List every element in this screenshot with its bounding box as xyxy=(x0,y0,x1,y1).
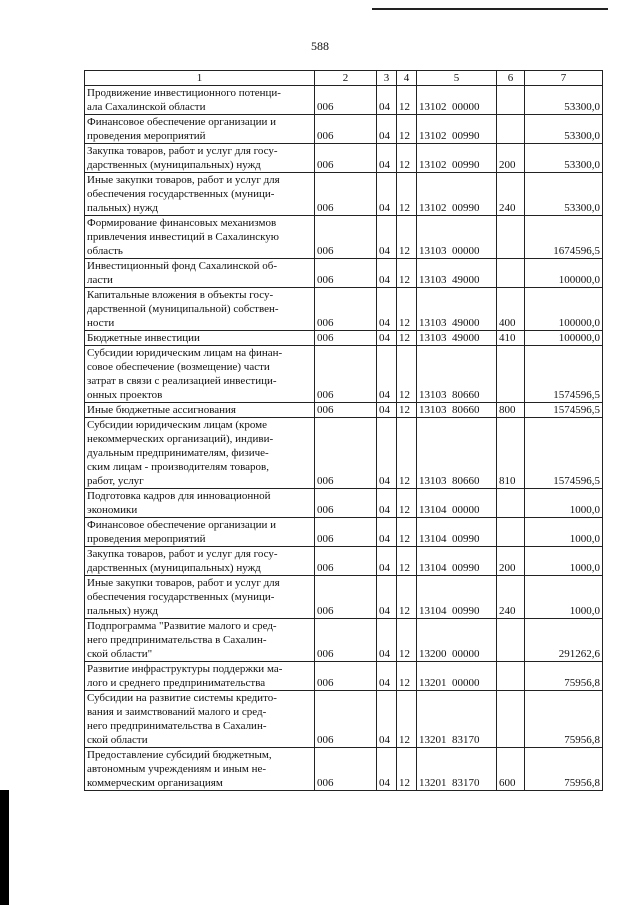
row-col-7: 75956,8 xyxy=(525,691,603,748)
row-col-2: 006 xyxy=(315,259,377,288)
row-col-5: 13201 83170 xyxy=(417,691,497,748)
header-cell-1: 1 xyxy=(85,71,315,86)
row-name xyxy=(85,748,315,791)
row-col-5: 13200 00000 xyxy=(417,619,497,662)
row-col-2: 006 xyxy=(315,144,377,173)
row-col-5: 13103 80660 xyxy=(417,346,497,403)
header-cell-4: 4 xyxy=(397,71,417,86)
row-col-3: 04 xyxy=(377,115,397,144)
row-col-5: 13104 00990 xyxy=(417,518,497,547)
row-col-4: 12 xyxy=(397,288,417,331)
row-name-text: Финансовое обеспечение организации и проведения мероприятий xyxy=(87,116,276,142)
top-rule xyxy=(372,8,608,10)
table-row xyxy=(85,216,603,259)
row-col-4: 12 xyxy=(397,331,417,346)
row-col-4: 12 xyxy=(397,403,417,418)
table-row xyxy=(85,173,603,216)
row-col-5: 13201 00000 xyxy=(417,662,497,691)
row-col-6 xyxy=(497,489,525,518)
table-row xyxy=(85,115,603,144)
row-col-5: 13201 83170 xyxy=(417,748,497,791)
row-col-5: 13104 00990 xyxy=(417,576,497,619)
row-name xyxy=(85,173,315,216)
row-col-2: 006 xyxy=(315,691,377,748)
row-col-4: 12 xyxy=(397,691,417,748)
table-row xyxy=(85,619,603,662)
row-name xyxy=(85,403,315,418)
row-col-4: 12 xyxy=(397,576,417,619)
row-col-6 xyxy=(497,216,525,259)
table-row xyxy=(85,576,603,619)
row-col-3: 04 xyxy=(377,216,397,259)
row-col-5: 13103 80660 xyxy=(417,418,497,489)
row-col-3: 04 xyxy=(377,489,397,518)
row-col-7: 1574596,5 xyxy=(525,346,603,403)
row-col-4: 12 xyxy=(397,547,417,576)
row-col-7: 1574596,5 xyxy=(525,418,603,489)
row-name xyxy=(85,418,315,489)
row-col-4: 12 xyxy=(397,518,417,547)
row-name-text: Инвестиционный фонд Сахалинской об- ласти xyxy=(87,260,278,286)
header-cell-5: 5 xyxy=(417,71,497,86)
row-col-6: 800 xyxy=(497,403,525,418)
row-col-2: 006 xyxy=(315,418,377,489)
row-name-text: Иные закупки товаров, работ и услуг для обеспечения государственных (муници- пальных) нужд xyxy=(87,577,280,617)
row-col-2: 006 xyxy=(315,403,377,418)
row-col-6: 600 xyxy=(497,748,525,791)
row-col-3: 04 xyxy=(377,331,397,346)
row-col-7: 100000,0 xyxy=(525,331,603,346)
row-name xyxy=(85,691,315,748)
row-name-text: Закупка товаров, работ и услуг для госу- дарственных (муниципальных) нужд xyxy=(87,145,278,171)
row-col-7: 53300,0 xyxy=(525,144,603,173)
row-col-3: 04 xyxy=(377,418,397,489)
row-col-3: 04 xyxy=(377,518,397,547)
row-col-7: 1000,0 xyxy=(525,518,603,547)
table-row xyxy=(85,691,603,748)
row-name xyxy=(85,115,315,144)
row-col-2: 006 xyxy=(315,619,377,662)
row-col-5: 13103 80660 xyxy=(417,403,497,418)
row-col-7: 1674596,5 xyxy=(525,216,603,259)
row-name xyxy=(85,288,315,331)
row-col-3: 04 xyxy=(377,691,397,748)
row-col-2: 006 xyxy=(315,576,377,619)
row-col-5: 13102 00990 xyxy=(417,144,497,173)
row-col-2: 006 xyxy=(315,547,377,576)
row-name xyxy=(85,144,315,173)
row-name xyxy=(85,86,315,115)
row-col-7: 75956,8 xyxy=(525,662,603,691)
row-name xyxy=(85,576,315,619)
row-col-3: 04 xyxy=(377,86,397,115)
row-col-6 xyxy=(497,115,525,144)
row-col-7: 1574596,5 xyxy=(525,403,603,418)
table-row xyxy=(85,518,603,547)
row-col-5: 13103 49000 xyxy=(417,288,497,331)
row-col-5: 13104 00990 xyxy=(417,547,497,576)
row-name xyxy=(85,331,315,346)
header-cell-7: 7 xyxy=(525,71,603,86)
row-name-text: Продвижение инвестиционного потенци- ала Сахалинской области xyxy=(87,87,281,113)
row-col-6 xyxy=(497,346,525,403)
row-col-4: 12 xyxy=(397,619,417,662)
row-col-5: 13102 00000 xyxy=(417,86,497,115)
row-col-7: 53300,0 xyxy=(525,115,603,144)
row-col-3: 04 xyxy=(377,288,397,331)
row-name-text: Иные бюджетные ассигнования xyxy=(87,404,236,416)
row-name-text: Капитальные вложения в объекты госу- дарственной (муниципальной) собствен- ности xyxy=(87,289,279,329)
scan-edge-mark xyxy=(0,790,9,905)
row-col-3: 04 xyxy=(377,173,397,216)
row-col-5: 13103 00000 xyxy=(417,216,497,259)
row-col-7: 53300,0 xyxy=(525,86,603,115)
row-col-4: 12 xyxy=(397,418,417,489)
row-col-2: 006 xyxy=(315,662,377,691)
row-col-2: 006 xyxy=(315,216,377,259)
row-col-3: 04 xyxy=(377,346,397,403)
row-name xyxy=(85,518,315,547)
row-col-6 xyxy=(497,259,525,288)
row-col-6 xyxy=(497,86,525,115)
budget-table xyxy=(84,70,603,791)
row-col-2: 006 xyxy=(315,288,377,331)
row-col-2: 006 xyxy=(315,748,377,791)
row-col-6: 400 xyxy=(497,288,525,331)
row-col-3: 04 xyxy=(377,547,397,576)
row-col-6: 240 xyxy=(497,576,525,619)
row-col-2: 006 xyxy=(315,115,377,144)
table-row xyxy=(85,346,603,403)
table-row xyxy=(85,288,603,331)
row-col-2: 006 xyxy=(315,489,377,518)
row-name-text: Развитие инфраструктуры поддержки ма- лого и среднего предпринимательства xyxy=(87,663,283,689)
row-col-6: 200 xyxy=(497,547,525,576)
row-name-text: Субсидии юридическим лицам (кроме некоммерческих организаций), индиви- дуальным предпринимателям, физиче- ским лицам - производителям товаров, работ, услуг xyxy=(87,419,274,487)
row-col-2: 006 xyxy=(315,173,377,216)
row-col-7: 291262,6 xyxy=(525,619,603,662)
table-row xyxy=(85,418,603,489)
row-col-2: 006 xyxy=(315,346,377,403)
row-col-2: 006 xyxy=(315,518,377,547)
row-col-6: 240 xyxy=(497,173,525,216)
header-cell-3: 3 xyxy=(377,71,397,86)
header-row xyxy=(85,71,603,86)
row-col-7: 1000,0 xyxy=(525,576,603,619)
row-name-text: Закупка товаров, работ и услуг для госу- дарственных (муниципальных) нужд xyxy=(87,548,278,574)
row-name xyxy=(85,662,315,691)
row-name xyxy=(85,216,315,259)
row-name-text: Бюджетные инвестиции xyxy=(87,332,200,344)
row-col-5: 13103 49000 xyxy=(417,259,497,288)
table-row xyxy=(85,547,603,576)
row-name-text: Субсидии юридическим лицам на финан- совое обеспечение (возмещение) части затрат в связи с реализацией инвестици- онных проектов xyxy=(87,347,283,401)
row-col-7: 100000,0 xyxy=(525,259,603,288)
table-body xyxy=(85,86,603,791)
row-name xyxy=(85,619,315,662)
row-col-4: 12 xyxy=(397,115,417,144)
row-col-6 xyxy=(497,691,525,748)
row-col-3: 04 xyxy=(377,748,397,791)
row-col-5: 13103 49000 xyxy=(417,331,497,346)
row-col-3: 04 xyxy=(377,662,397,691)
table-row xyxy=(85,86,603,115)
row-col-3: 04 xyxy=(377,619,397,662)
row-col-4: 12 xyxy=(397,748,417,791)
table-row xyxy=(85,662,603,691)
page-number: 588 xyxy=(311,39,329,53)
row-name-text: Предоставление субсидий бюджетным, автономным учреждениям и иным не- коммерческим организациям xyxy=(87,749,272,789)
row-col-4: 12 xyxy=(397,346,417,403)
row-col-6 xyxy=(497,518,525,547)
row-col-4: 12 xyxy=(397,173,417,216)
row-name xyxy=(85,259,315,288)
row-col-7: 1000,0 xyxy=(525,547,603,576)
row-col-7: 1000,0 xyxy=(525,489,603,518)
row-col-4: 12 xyxy=(397,144,417,173)
row-col-6: 810 xyxy=(497,418,525,489)
table-row xyxy=(85,144,603,173)
row-col-6: 410 xyxy=(497,331,525,346)
table-row xyxy=(85,748,603,791)
row-col-6: 200 xyxy=(497,144,525,173)
table-row xyxy=(85,489,603,518)
row-col-5: 13104 00000 xyxy=(417,489,497,518)
row-name-text: Формирование финансовых механизмов привлечения инвестиций в Сахалинскую область xyxy=(87,217,280,257)
row-col-4: 12 xyxy=(397,259,417,288)
row-col-4: 12 xyxy=(397,86,417,115)
table-row xyxy=(85,331,603,346)
row-name xyxy=(85,489,315,518)
row-col-6 xyxy=(497,662,525,691)
header-cell-6: 6 xyxy=(497,71,525,86)
row-name-text: Подготовка кадров для инновационной экономики xyxy=(87,490,271,516)
row-col-5: 13102 00990 xyxy=(417,173,497,216)
row-col-4: 12 xyxy=(397,216,417,259)
row-col-5: 13102 00990 xyxy=(417,115,497,144)
row-name-text: Иные закупки товаров, работ и услуг для обеспечения государственных (муници- пальных) нужд xyxy=(87,174,280,214)
row-name-text: Подпрограмма "Развитие малого и сред- него предпринимательства в Сахалин- ской области" xyxy=(87,620,277,660)
row-col-6 xyxy=(497,619,525,662)
row-col-7: 100000,0 xyxy=(525,288,603,331)
row-col-4: 12 xyxy=(397,662,417,691)
row-name xyxy=(85,346,315,403)
row-col-3: 04 xyxy=(377,259,397,288)
row-col-7: 53300,0 xyxy=(525,173,603,216)
table-row xyxy=(85,259,603,288)
row-col-2: 006 xyxy=(315,331,377,346)
row-name-text: Субсидии на развитие системы кредито- вания и заимствований малого и сред- него предпринимательства в Сахалин- ской области xyxy=(87,692,277,746)
header-cell-2: 2 xyxy=(315,71,377,86)
row-col-7: 75956,8 xyxy=(525,748,603,791)
table-row xyxy=(85,403,603,418)
row-col-3: 04 xyxy=(377,576,397,619)
row-col-2: 006 xyxy=(315,86,377,115)
row-col-3: 04 xyxy=(377,403,397,418)
row-name-text: Финансовое обеспечение организации и проведения мероприятий xyxy=(87,519,276,545)
row-col-3: 04 xyxy=(377,144,397,173)
row-name xyxy=(85,547,315,576)
row-col-4: 12 xyxy=(397,489,417,518)
